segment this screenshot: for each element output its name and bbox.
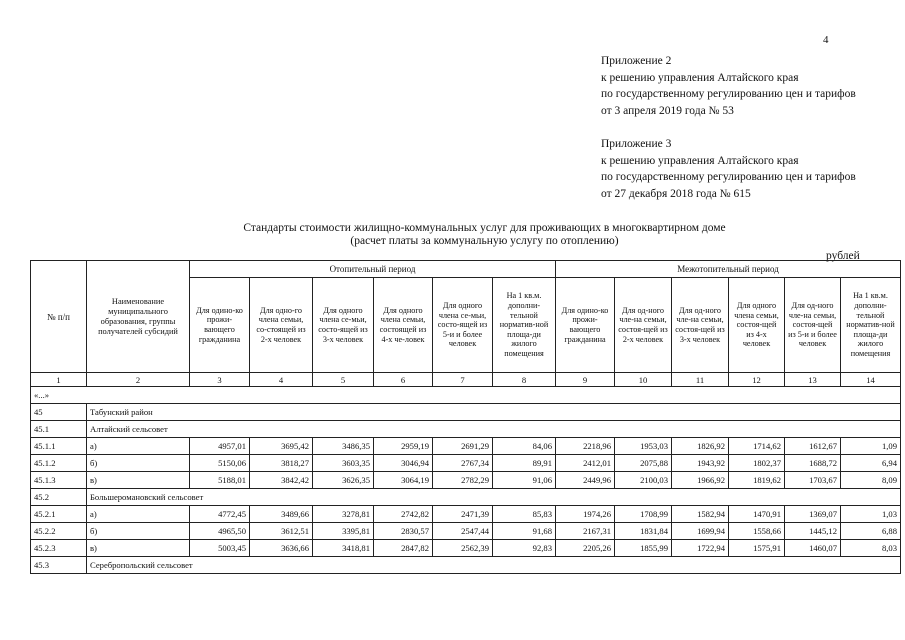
- value-cell: 91,68: [493, 523, 556, 540]
- column-number: 6: [374, 373, 433, 387]
- group-row: [31, 404, 901, 421]
- value-cell: 1802,37: [729, 455, 785, 472]
- value-cell: 2847,82: [374, 540, 433, 557]
- value-cell: 1831,84: [615, 523, 672, 540]
- ellipsis-spacer: [87, 387, 901, 404]
- appendix-2-header: [601, 53, 856, 119]
- heating-column-header: Для одино-ко прожи-вающего гражданина: [190, 278, 250, 373]
- column-header-name: Наименование муниципального образования, группы получателей субсидий: [87, 261, 190, 373]
- ellipsis-row: [31, 387, 901, 404]
- row-code: 45.2.1: [31, 506, 87, 523]
- column-number: 14: [841, 373, 901, 387]
- group-label: Серебропольский сельсовет: [87, 557, 901, 574]
- value-cell: 1819,62: [729, 472, 785, 489]
- value-cell: 2767,34: [433, 455, 493, 472]
- value-cell: 1703,67: [785, 472, 841, 489]
- value-cell: 8,09: [841, 472, 901, 489]
- value-cell: 3612,51: [250, 523, 313, 540]
- value-cell: 1470,91: [729, 506, 785, 523]
- value-cell: 2075,88: [615, 455, 672, 472]
- heating-column-header: Для одного члена се-мьи, состо-ящей из 5-и и более человек: [433, 278, 493, 373]
- value-cell: 1,03: [841, 506, 901, 523]
- value-cell: 92,83: [493, 540, 556, 557]
- value-cell: 3418,81: [313, 540, 374, 557]
- column-number: 9: [556, 373, 615, 387]
- heating-column-header: Для одно-го члена семьи, со-стоящей из 2-х человек: [250, 278, 313, 373]
- appendix-2-line: по государственному регулированию цен и тарифов: [601, 88, 856, 101]
- heating-period-header: Отопительный период: [190, 261, 556, 278]
- value-cell: 3395,81: [313, 523, 374, 540]
- value-cell: 1,09: [841, 438, 901, 455]
- recipient-group: а): [87, 506, 190, 523]
- value-cell: 2100,03: [615, 472, 672, 489]
- column-header-number: № п/п: [31, 261, 87, 373]
- value-cell: 1966,92: [672, 472, 729, 489]
- row-code: 45: [31, 404, 87, 421]
- group-row: [31, 489, 901, 506]
- value-cell: 8,03: [841, 540, 901, 557]
- table-row: [31, 472, 901, 489]
- value-cell: 1369,07: [785, 506, 841, 523]
- appendix-3-header: [601, 136, 856, 202]
- value-cell: 5188,01: [190, 472, 250, 489]
- value-cell: 3603,35: [313, 455, 374, 472]
- value-cell: 1612,67: [785, 438, 841, 455]
- value-cell: 6,94: [841, 455, 901, 472]
- value-cell: 2167,31: [556, 523, 615, 540]
- value-cell: 1460,07: [785, 540, 841, 557]
- value-cell: 2959,19: [374, 438, 433, 455]
- value-cell: 1582,94: [672, 506, 729, 523]
- value-cell: 1558,66: [729, 523, 785, 540]
- table-row: [31, 506, 901, 523]
- value-cell: 5150,06: [190, 455, 250, 472]
- row-code: 45.1.2: [31, 455, 87, 472]
- tariff-table: [30, 260, 901, 574]
- column-number: 1: [31, 373, 87, 387]
- document-title-line-1: Стандарты стоимости жилищно-коммунальных услуг для проживающих в многоквартирном доме: [243, 222, 726, 234]
- group-row: [31, 557, 901, 574]
- appendix-3-line: к решению управления Алтайского края: [601, 154, 799, 167]
- appendix-3-line: Приложение 3: [601, 138, 672, 150]
- interheating-column-header: Для од-ного чле-на семьи, состоя-щей из 3-х человек: [672, 278, 729, 373]
- row-code: 45.1.3: [31, 472, 87, 489]
- value-cell: 6,88: [841, 523, 901, 540]
- column-number: 3: [190, 373, 250, 387]
- table-row: [31, 523, 901, 540]
- recipient-group: в): [87, 472, 190, 489]
- value-cell: 3489,66: [250, 506, 313, 523]
- value-cell: 1855,99: [615, 540, 672, 557]
- value-cell: 2412,01: [556, 455, 615, 472]
- value-cell: 4965,50: [190, 523, 250, 540]
- value-cell: 2691,29: [433, 438, 493, 455]
- value-cell: 1943,92: [672, 455, 729, 472]
- value-cell: 2471,39: [433, 506, 493, 523]
- value-cell: 4957,01: [190, 438, 250, 455]
- group-label: Алтайский сельсовет: [87, 421, 901, 438]
- value-cell: 1722,94: [672, 540, 729, 557]
- row-code: 45.3: [31, 557, 87, 574]
- interheating-column-header: Для од-ного чле-на семьи, состоя-щей из 2-х человек: [615, 278, 672, 373]
- value-cell: 4772,45: [190, 506, 250, 523]
- column-number: 8: [493, 373, 556, 387]
- appendix-2-line: к решению управления Алтайского края: [601, 71, 799, 84]
- table-row: [31, 438, 901, 455]
- currency-unit: рублей: [826, 250, 860, 262]
- value-cell: 3486,35: [313, 438, 374, 455]
- value-cell: 1688,72: [785, 455, 841, 472]
- value-cell: 3626,35: [313, 472, 374, 489]
- value-cell: 85,83: [493, 506, 556, 523]
- value-cell: 2562,39: [433, 540, 493, 557]
- heating-column-header: Для одного члена се-мьи, состо-ящей из 3-х человек: [313, 278, 374, 373]
- value-cell: 3842,42: [250, 472, 313, 489]
- recipient-group: б): [87, 455, 190, 472]
- value-cell: 2782,29: [433, 472, 493, 489]
- row-code: 45.2: [31, 489, 87, 506]
- recipient-group: б): [87, 523, 190, 540]
- value-cell: 1953,03: [615, 438, 672, 455]
- table-row: [31, 540, 901, 557]
- value-cell: 3064,19: [374, 472, 433, 489]
- interheating-column-header: Для одино-ко прожи-вающего гражданина: [556, 278, 615, 373]
- value-cell: 2205,26: [556, 540, 615, 557]
- value-cell: 84,06: [493, 438, 556, 455]
- column-number: 2: [87, 373, 190, 387]
- column-number: 5: [313, 373, 374, 387]
- value-cell: 1575,91: [729, 540, 785, 557]
- value-cell: 3818,27: [250, 455, 313, 472]
- appendix-2-line: от 3 апреля 2019 года № 53: [601, 104, 734, 117]
- column-number: 13: [785, 373, 841, 387]
- value-cell: 5003,45: [190, 540, 250, 557]
- recipient-group: а): [87, 438, 190, 455]
- value-cell: 2449,96: [556, 472, 615, 489]
- value-cell: 1714,62: [729, 438, 785, 455]
- value-cell: 1699,94: [672, 523, 729, 540]
- page-number: 4: [823, 34, 829, 46]
- document-title: [0, 222, 905, 248]
- recipient-group: в): [87, 540, 190, 557]
- column-number-row: [31, 373, 901, 387]
- column-number: 4: [250, 373, 313, 387]
- value-cell: 2547,44: [433, 523, 493, 540]
- value-cell: 2830,57: [374, 523, 433, 540]
- value-cell: 1974,26: [556, 506, 615, 523]
- value-cell: 1708,99: [615, 506, 672, 523]
- group-label: Табунский район: [87, 404, 901, 421]
- column-number: 7: [433, 373, 493, 387]
- row-code: 45.1.1: [31, 438, 87, 455]
- appendix-3-line: от 27 декабря 2018 года № 615: [601, 187, 751, 200]
- value-cell: 2218,96: [556, 438, 615, 455]
- value-cell: 1826,92: [672, 438, 729, 455]
- column-number: 11: [672, 373, 729, 387]
- row-code: 45.2.2: [31, 523, 87, 540]
- table-body: [31, 373, 901, 574]
- row-code: 45.2.3: [31, 540, 87, 557]
- row-code: 45.1: [31, 421, 87, 438]
- interheating-column-header: На 1 кв.м. дополни-тельной норматив-ной площа-ди жилого помещения: [841, 278, 901, 373]
- value-cell: 3636,66: [250, 540, 313, 557]
- value-cell: 3278,81: [313, 506, 374, 523]
- interheating-period-header: Межотопительный период: [556, 261, 901, 278]
- interheating-column-header: Для од-ного чле-на семьи, состоя-щей из 5-и и более человек: [785, 278, 841, 373]
- group-label: Большеромановский сельсовет: [87, 489, 901, 506]
- value-cell: 91,06: [493, 472, 556, 489]
- value-cell: 1445,12: [785, 523, 841, 540]
- group-row: [31, 421, 901, 438]
- document-title-line-2: (расчет платы за коммунальную услугу по отоплению): [350, 235, 619, 247]
- column-number: 10: [615, 373, 672, 387]
- value-cell: 3695,42: [250, 438, 313, 455]
- appendix-3-line: по государственному регулированию цен и тарифов: [601, 171, 856, 184]
- appendix-2-line: Приложение 2: [601, 55, 672, 67]
- heating-column-header: На 1 кв.м. дополни-тельной норматив-ной площа-ди жилого помещения: [493, 278, 556, 373]
- column-number: 12: [729, 373, 785, 387]
- heating-column-header: Для одного члена семьи, состоящей из 4-х че-ловек: [374, 278, 433, 373]
- interheating-column-header: Для одного члена семьи, состоя-щей из 4-х человек: [729, 278, 785, 373]
- table-row: [31, 455, 901, 472]
- value-cell: 89,91: [493, 455, 556, 472]
- value-cell: 3046,94: [374, 455, 433, 472]
- ellipsis-cell: «...»: [31, 387, 87, 404]
- value-cell: 2742,82: [374, 506, 433, 523]
